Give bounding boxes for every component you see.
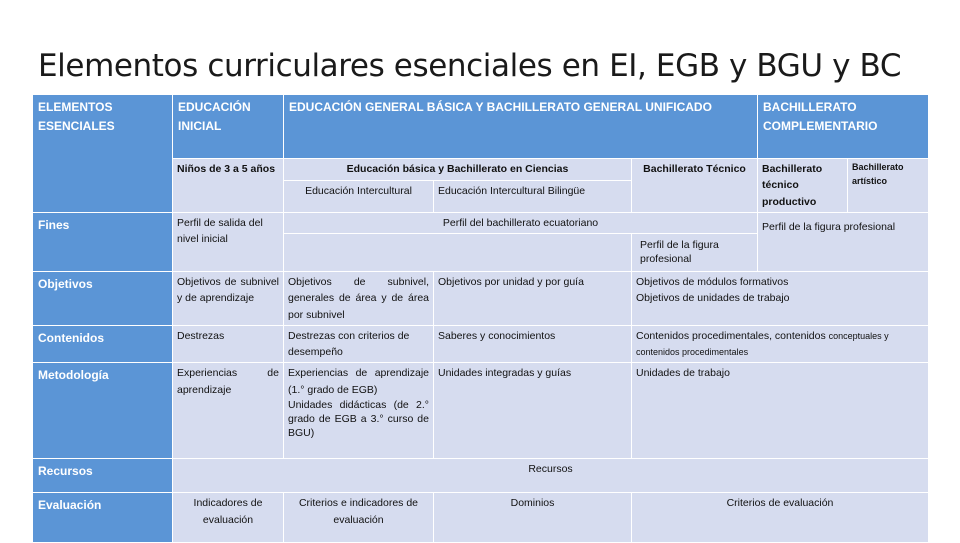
objetivos-educacion-inicial: Objetivos de subnivel y de aprendizaje [173, 272, 284, 326]
metodologia-unidades-didacticas: Unidades didácticas (de 2.° grado de EGB a 3.° curso de BGU) [288, 398, 429, 440]
curricular-elements-table [32, 94, 929, 543]
metodologia-intercultural [284, 363, 434, 459]
header-bachillerato-complementario: BACHILLERATO COMPLEMENTARIO [758, 95, 929, 159]
fines-perfil-bachillerato: Perfil del bachillerato ecuatoriano [284, 212, 758, 233]
subheader-ninos: Niños de 3 a 5 años [173, 159, 284, 213]
metodologia-intercultural-bilingue: Unidades integradas y guías [434, 363, 632, 459]
fines-perfil-figura-profesional-tecnico: Perfil de la figura profesional [632, 234, 758, 272]
row-label-evaluacion: Evaluación [33, 493, 173, 543]
recursos-all-levels: Recursos [173, 459, 929, 493]
contenidos-bachillerato-tecnico [632, 325, 929, 363]
evaluacion-educacion-inicial: Indicadores de evaluación [173, 493, 284, 543]
header-educacion-inicial: EDUCACIÓN INICIAL [173, 95, 284, 159]
metodologia-experiencias-aprendizaje: Experiencias de aprendizaje (1.° grado de EGB) [288, 367, 429, 396]
row-label-contenidos: Contenidos [33, 325, 173, 363]
row-label-fines: Fines [33, 212, 173, 271]
metodologia-educacion-inicial: Experiencias de aprendizaje [173, 363, 284, 459]
objetivos-intercultural-bilingue: Objetivos por unidad y por guía [434, 272, 632, 326]
subheader-bachillerato-tecnico: Bachillerato Técnico [632, 159, 758, 213]
subheader-bachillerato-tecnico-productivo: Bachillerato técnico productivo [758, 159, 848, 213]
objetivos-unidades-trabajo: Objetivos de unidades de trabajo [636, 292, 790, 305]
contenidos-educacion-inicial: Destrezas [173, 325, 284, 363]
objetivos-intercultural: Objetivos de subnivel, generales de área y de área por subnivel [284, 272, 434, 326]
row-label-recursos: Recursos [33, 459, 173, 493]
subheader-educacion-intercultural: Educación Intercultural [284, 181, 434, 212]
evaluacion-intercultural: Criterios e indicadores de evaluación [284, 493, 434, 543]
objetivos-modulos-formativos: Objetivos de módulos formativos [636, 276, 789, 289]
evaluacion-bachillerato-tecnico: Criterios de evaluación [632, 493, 929, 543]
fines-educacion-inicial: Perfil de salida del nivel inicial [173, 212, 284, 271]
header-egb-bgu: EDUCACIÓN GENERAL BÁSICA Y BACHILLERATO GENERAL UNIFICADO [284, 95, 758, 159]
objetivos-bachillerato-tecnico [632, 272, 929, 326]
slide-title: Elementos curriculares esenciales en EI, EGB y BGU y BC [38, 48, 902, 84]
contenidos-intercultural: Destrezas con criterios de desempeño [284, 325, 434, 363]
evaluacion-intercultural-bilingue: Dominios [434, 493, 632, 543]
row-label-objetivos: Objetivos [33, 272, 173, 326]
subheader-egb-ciencias: Educación básica y Bachillerato en Ciencias [284, 159, 632, 181]
header-elementos-esenciales: ELEMENTOS ESENCIALES [33, 95, 173, 213]
fines-perfil-figura-profesional-bc: Perfil de la figura profesional [758, 212, 929, 271]
subheader-educacion-intercultural-bilingue: Educación Intercultural Bilingüe [434, 181, 632, 212]
metodologia-bachillerato-tecnico: Unidades de trabajo [632, 363, 929, 459]
contenidos-intercultural-bilingue: Saberes y conocimientos [434, 325, 632, 363]
contenidos-tecnico-part-a: Contenidos procedimentales, contenidos [636, 329, 826, 342]
fines-blank-cell [284, 234, 632, 272]
subheader-bachillerato-artistico: Bachillerato artístico [848, 159, 929, 213]
contenidos-tecnico-part-b: conceptuales y contenidos procedimentales [636, 330, 889, 358]
row-label-metodologia: Metodología [33, 363, 173, 459]
